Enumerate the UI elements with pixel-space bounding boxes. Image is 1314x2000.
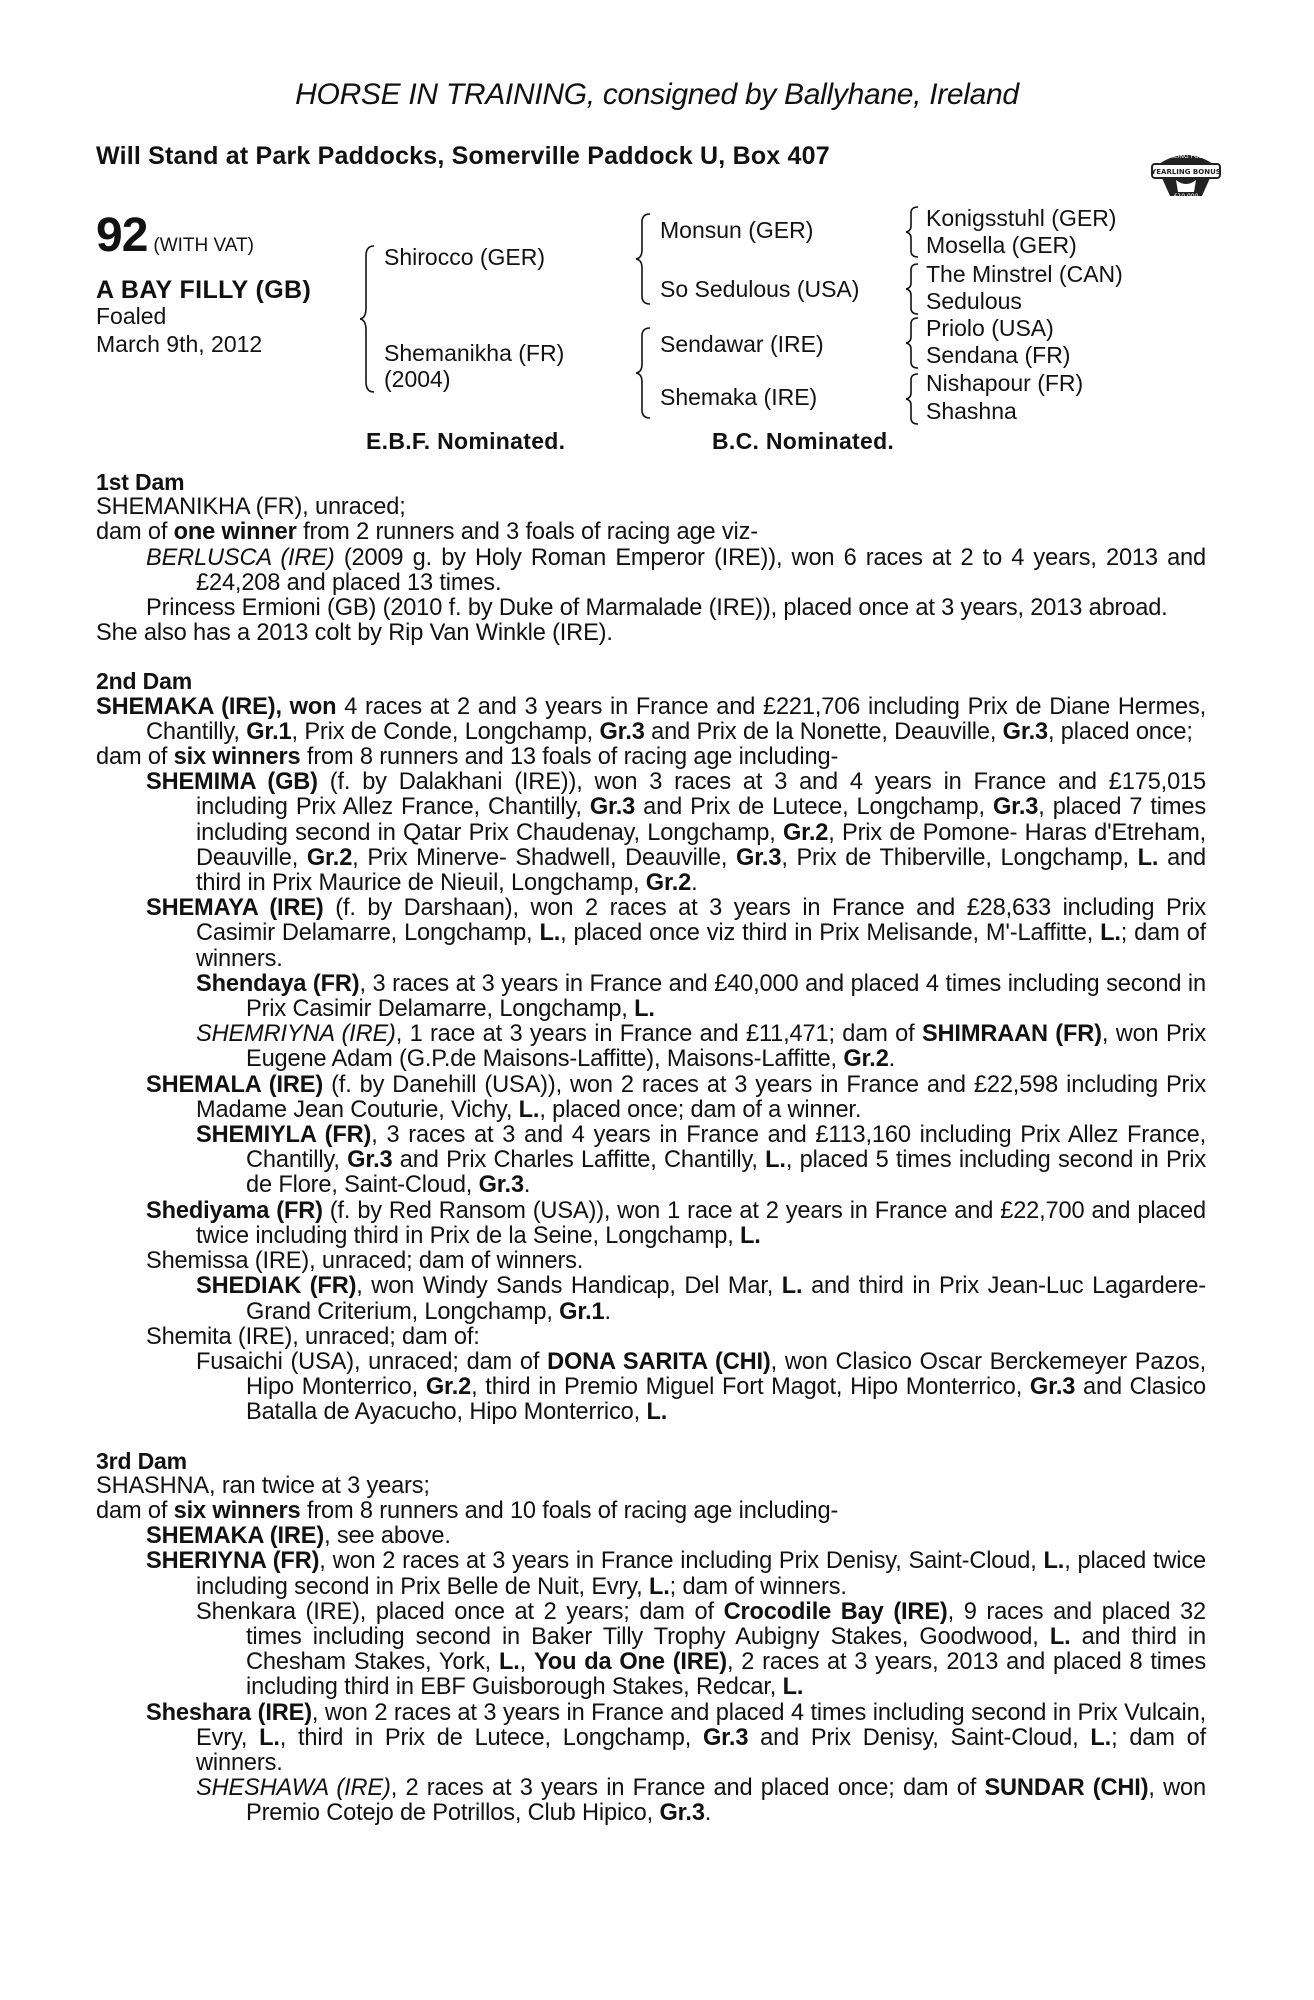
progeny-entry: Shemita (IRE), unraced; dam of: — [146, 1323, 480, 1350]
page-title: HORSE IN TRAINING, consigned by Ballyhane, Ireland — [295, 78, 1019, 111]
pedigree-brace-sire — [636, 212, 656, 306]
foaled-date: March 9th, 2012 — [96, 331, 263, 357]
pedigree-ss-dam: Mosella (GER) — [926, 232, 1077, 258]
progeny-entry: Shendaya (FR), 3 races at 3 years in France and £40,000 and placed 4 times including second in Prix Casimir Delamarre, Longchamp, L. — [196, 970, 1206, 1023]
pedigree-sd-sire: The Minstrel (CAN) — [926, 261, 1123, 287]
foaled-info — [96, 302, 262, 358]
pedigree-brace-ds — [906, 316, 922, 370]
third-dam-paragraph: SHASHNA, ran twice at 3 years; dam of six winners from 8 runners and 10 foals of racing age including- — [96, 1472, 839, 1524]
pedigree-brace-dd — [906, 372, 922, 426]
badge-top-text: RACING POST — [1165, 153, 1207, 160]
stand-location: Will Stand at Park Paddocks, Somerville Paddock U, Box 407 — [96, 142, 830, 170]
second-dam-paragraph: SHEMAKA (IRE), won 4 races at 2 and 3 years in France and £221,706 including Prix de Diane Hermes, Chantilly, Gr.1, Prix de Conde, Longchamp, Gr.3 and Prix de la Nonette, Deauville, Gr.3, placed once; — [96, 693, 1207, 745]
pedigree-dd-sire: Nishapour (FR) — [926, 370, 1084, 396]
pedigree-sire-sire: Monsun (GER) — [660, 217, 814, 243]
progeny-entry: SHEDIAK (FR), won Windy Sands Handicap, Del Mar, L. and third in Prix Jean-Luc Lagardere-Grand Criterium, Longchamp, Gr.1. — [196, 1273, 1206, 1325]
progeny-entry: Fusaichi (USA), unraced; dam of DONA SARITA (CHI), won Clasico Oscar Berckemeyer Pazos, Hipo Monterrico, Gr.2, third in Premio Miguel Fort Magot, Hipo Monterrico, Gr.3 and Clasico Batalla de Ayacucho, Hipo Monterrico, L. — [196, 1348, 1206, 1426]
progeny-entry: Princess Ermioni (GB) (2010 f. by Duke of Marmalade (IRE)), placed once at 3 years, 2013 abroad. — [146, 595, 1168, 622]
bc-nominated: B.C. Nominated. — [712, 428, 895, 454]
progeny-entry: She also has a 2013 colt by Rip Van Winkle (IRE). — [96, 620, 613, 647]
first-dam-paragraph: SHEMANIKHA (FR), unraced; dam of one winner from 2 runners and 3 foals of racing age viz- — [96, 494, 758, 546]
ebf-nominated: E.B.F. Nominated. — [366, 428, 566, 454]
pedigree-brace-sd — [906, 262, 922, 316]
pedigree-dam: Shemanikha (FR) (2004) — [384, 340, 565, 392]
progeny-entry: SHEMRIYNA (IRE), 1 race at 3 years in France and £11,471; dam of SHIMRAAN (FR), won Prix Eugene Adam (G.P.de Maisons-Laffitte), Maisons-Laffitte, Gr.2. — [196, 1021, 1206, 1073]
pedigree-brace-ss — [906, 205, 922, 259]
pedigree-dam-sire: Sendawar (IRE) — [660, 331, 824, 357]
section-heading-3rd-dam: 3rd Dam — [96, 1447, 187, 1474]
second-dam-summary: dam of six winners from 8 runners and 13 foals of racing age including- — [96, 744, 839, 771]
pedigree-dd-dam: Shashna — [926, 398, 1017, 424]
progeny-entry: BERLUSCA (IRE) (2009 g. by Holy Roman Emperor (IRE)), won 6 races at 2 to 4 years, 2013 and £24,208 and placed 13 times. — [146, 544, 1206, 596]
progeny-entry: SHEMAKA (IRE), see above. — [146, 1523, 451, 1550]
progeny-entry: SHESHAWA (IRE), 2 races at 3 years in France and placed once; dam of SUNDAR (CHI), won Premio Cotejo de Potrillos, Club Hipico, Gr.3. — [196, 1775, 1206, 1827]
pedigree-ss-sire: Konigsstuhl (GER) — [926, 205, 1117, 231]
foaled-label: Foaled — [96, 303, 167, 329]
lot-vat: (WITH VAT) — [153, 235, 254, 256]
pedigree-sire: Shirocco (GER) — [384, 244, 546, 270]
pedigree-dam-dam: Shemaka (IRE) — [660, 384, 818, 410]
pedigree-ds-dam: Sendana (FR) — [926, 342, 1071, 368]
progeny-entry: SHEMIMA (GB) (f. by Dalakhani (IRE)), won 3 races at 3 and 4 years in France and £175,015 including Prix Allez France, Chantilly, Gr.3 and Prix de Lutece, Longchamp, Gr.3, placed 7 times including second in Qatar Prix Chaudenay, Longchamp, Gr.2, Prix de Pomone- Haras d'Etreham, Deauville, Gr.2, Prix Minerve- Shadwell, Deauville, Gr.3, Prix de Thiberville, Longchamp, L. and third in Prix Maurice de Nieuil, Longchamp, Gr.2. — [146, 769, 1206, 897]
pedigree-sire-dam: So Sedulous (USA) — [660, 276, 860, 302]
section-heading-1st-dam: 1st Dam — [96, 469, 185, 495]
progeny-entry: SHERIYNA (FR), won 2 races at 3 years in France including Prix Denisy, Saint-Cloud, L., placed twice including second in Prix Belle de Nuit, Evry, L.; dam of winners. — [146, 1548, 1206, 1600]
progeny-entry: Shemissa (IRE), unraced; dam of winners. — [146, 1248, 584, 1275]
progeny-entry: SHEMAYA (IRE) (f. by Darshaan), won 2 races at 3 years in France and £28,633 including Prix Casimir Delamarre, Longchamp, L., placed once viz third in Prix Melisande, M'-Laffitte, L.; dam of winners. — [146, 895, 1207, 972]
progeny-entry: SHEMALA (IRE) (f. by Danehill (USA)), won 2 races at 3 years in France and £22,598 including Prix Madame Jean Couturie, Vichy, L., placed once; dam of a winner. — [146, 1071, 1206, 1123]
horse-description: A BAY FILLY (GB) — [96, 276, 312, 304]
progeny-entry: Sheshara (IRE), won 2 races at 3 years in France and placed 4 times including second in Prix Vulcain, Evry, L., third in Prix de Lutece, Longchamp, Gr.3 and Prix Denisy, Saint-Cloud, L.; dam of winners. — [146, 1699, 1206, 1776]
pedigree-sd-dam: Sedulous — [926, 288, 1022, 314]
pedigree-brace-dam — [636, 326, 656, 420]
progeny-entry: SHEMIYLA (FR), 3 races at 3 and 4 years in France and £113,160 including Prix Allez France, Chantilly, Gr.3 and Prix Charles Laffitte, Chantilly, L., placed 5 times including second in Prix de Flore, Saint-Cloud, Gr.3. — [196, 1122, 1206, 1199]
section-heading-2nd-dam: 2nd Dam — [96, 668, 193, 695]
badge-amount: £10,000 — [1173, 193, 1199, 200]
yearling-bonus-badge-icon — [1148, 146, 1224, 200]
pedigree-ds-sire: Priolo (USA) — [926, 315, 1054, 341]
progeny-entry: Shenkara (IRE), placed once at 2 years; dam of Crocodile Bay (IRE), 9 races and placed 32 times including second in Baker Tilly Trophy Aubigny Stakes, Goodwood, L. and third in Chesham Stakes, York, L., You da One (IRE), 2 races at 3 years, 2013 and placed 8 times including third in EBF Guisborough Stakes, Redcar, L. — [196, 1598, 1207, 1701]
progeny-entry: Shediyama (FR) (f. by Red Ransom (USA)), won 1 race at 2 years in France and £22,700 and placed twice including third in Prix de la Seine, Longchamp, L. — [146, 1197, 1206, 1249]
pedigree-brace-main — [360, 244, 380, 394]
lot-number: 92 — [96, 209, 148, 262]
lot-number-block — [96, 208, 254, 263]
badge-mid-text: YEARLING BONUS — [1151, 168, 1221, 176]
dam-notes — [96, 470, 1206, 1827]
